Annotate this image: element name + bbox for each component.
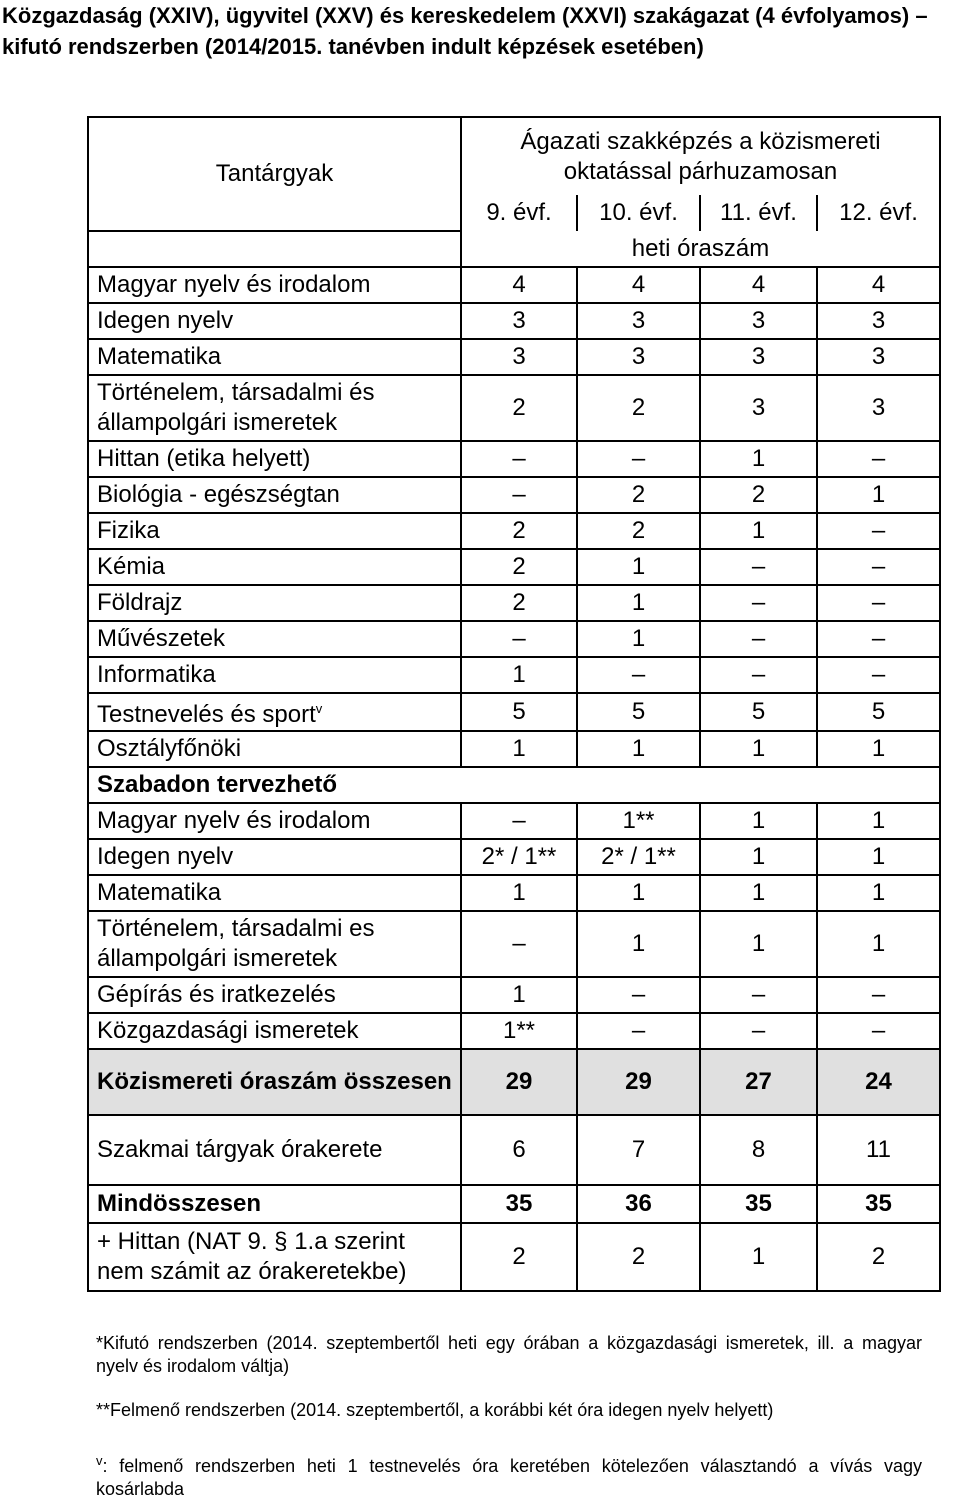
table-row [88,375,940,441]
table-row [88,731,940,767]
value-cell: 35 [700,1185,817,1223]
value-cell: 1 [577,549,700,585]
value-cell: 1 [577,911,700,977]
value-cell: 2 [461,513,577,549]
page-title: Közgazdaság (XXIV), ügyvitel (XXV) és kereskedelem (XXVI) szakágazat (4 évfolyamos) – kifutó rendszerben (2014/2015. tanévben indult képzések esetében) [2,3,928,59]
footnote-2: **Felmenő rendszerben (2014. szeptembertől, a korábbi két óra idegen nyelv helyett) [96,1400,774,1420]
value-cell: 2* / 1** [461,839,577,875]
value-cell: 1 [817,477,940,513]
table-row [88,513,940,549]
value-cell: 5 [461,693,577,731]
subject-cell [88,731,461,767]
value-cell: 36 [577,1185,700,1223]
value-cell: – [577,977,700,1013]
value-cell: – [461,803,577,839]
value-cell: 1** [577,803,700,839]
value-cell: 3 [700,303,817,339]
subject-label: Matematika [97,879,222,906]
value-cell: 2 [577,375,700,441]
value-cell: – [817,585,940,621]
subject-label: Idegen nyelv [97,843,234,870]
subject-label: Közgazdasági ismeretek [97,1017,359,1044]
footnote-3 [96,1449,922,1501]
table-row [88,549,940,585]
value-cell: 1 [817,839,940,875]
subject-cell [88,339,461,375]
value-cell: 35 [461,1185,577,1223]
table-row [88,977,940,1013]
subject-cell [88,839,461,875]
value-cell: 2 [817,1223,940,1291]
value-cell: 4 [577,267,700,303]
subject-label: Magyar nyelv és irodalom [97,271,371,298]
value-cell: 1 [461,731,577,767]
value-cell: 3 [817,303,940,339]
value-cell: 3 [817,339,940,375]
value-cell: 3 [700,339,817,375]
table-row [88,267,940,303]
value-cell: 1 [700,839,817,875]
unit-header: heti óraszám [461,231,940,267]
superscript-mark: v [315,701,323,716]
value-cell: 29 [461,1049,577,1115]
vocational-row [88,1115,940,1185]
subject-label: Idegen nyelv [97,307,234,334]
year-header: 9. évf. [461,195,577,231]
subject-cell [88,1013,461,1049]
table-row [88,657,940,693]
value-cell: 1 [700,911,817,977]
subject-label: Informatika [97,661,216,688]
table-row [88,1013,940,1049]
value-cell: 2* / 1** [577,839,700,875]
value-cell: – [817,441,940,477]
value-cell: 2 [577,1223,700,1291]
free-section-header: Szabadon tervezhető [88,767,940,803]
value-cell: 1 [461,977,577,1013]
subject-label: Mindösszesen [97,1190,262,1217]
value-cell: 3 [461,303,577,339]
value-cell: – [817,1013,940,1049]
subjects-header: Tantárgyak [88,117,461,231]
table-row [88,803,940,839]
value-cell: – [700,549,817,585]
value-cell: 3 [461,339,577,375]
subject-label: Művészetek [97,625,226,652]
table-row [88,693,940,731]
subject-label: Kémia [97,553,166,580]
value-cell: 5 [817,693,940,731]
subject-cell [88,1115,461,1185]
value-cell: 1 [577,875,700,911]
curriculum-table [87,116,941,1292]
subject-cell [88,1185,461,1223]
value-cell: 1 [700,441,817,477]
table-row [88,875,940,911]
value-cell: – [817,513,940,549]
value-cell: 27 [700,1049,817,1115]
table-row [88,477,940,513]
value-cell: 2 [461,585,577,621]
table-row [88,911,940,977]
subject-cell [88,1049,461,1115]
subject-cell [88,549,461,585]
value-cell: 3 [817,375,940,441]
value-cell: – [700,657,817,693]
subject-cell [88,585,461,621]
subject-cell [88,1223,461,1291]
value-cell: 7 [577,1115,700,1185]
value-cell: 35 [817,1185,940,1223]
subject-cell [88,477,461,513]
value-cell: 2 [577,513,700,549]
value-cell: 5 [577,693,700,731]
value-cell: – [461,621,577,657]
footnote-1: *Kifutó rendszerben (2014. szeptembertől heti egy órában a közgazdasági ismeretek, ill. a magyar nyelv és irodalom váltja) [96,1333,922,1376]
subject-label: Történelem, társadalmi es állampolgári ismeretek [97,915,375,972]
table-row [88,585,940,621]
value-cell: – [700,621,817,657]
value-cell: 1 [577,585,700,621]
value-cell: – [577,1013,700,1049]
value-cell: – [700,977,817,1013]
free-section-row [88,767,940,803]
subject-cell [88,693,461,731]
value-cell: – [817,549,940,585]
value-cell: 1 [817,875,940,911]
value-cell: 3 [700,375,817,441]
table-row [88,303,940,339]
subject-label: Szakmai tárgyak órakerete [97,1136,383,1163]
value-cell: 2 [461,1223,577,1291]
subject-label: Történelem, társadalmi és állampolgári ismeretek [97,379,375,436]
subject-label: Osztályfőnöki [97,735,242,762]
value-cell: 1** [461,1013,577,1049]
value-cell: 1 [700,803,817,839]
table-row [88,839,940,875]
value-cell: – [577,657,700,693]
value-cell: 4 [461,267,577,303]
year-header: 11. évf. [700,195,817,231]
table-row [88,441,940,477]
religion-extra-row [88,1223,940,1291]
subject-cell [88,657,461,693]
value-cell: – [700,585,817,621]
value-cell: 1 [700,875,817,911]
subject-label: + Hittan (NAT 9. § 1.a szerint nem számit az órakeretekbe) [97,1228,407,1285]
value-cell: 1 [817,911,940,977]
subject-cell [88,875,461,911]
subject-label: Gépírás és iratkezelés [97,981,336,1008]
value-cell: 4 [700,267,817,303]
value-cell: 24 [817,1049,940,1115]
value-cell: 8 [700,1115,817,1185]
value-cell: 1 [817,731,940,767]
year-header: 12. évf. [817,195,940,231]
value-cell: 1 [461,875,577,911]
value-cell: 1 [817,803,940,839]
subject-label: Magyar nyelv és irodalom [97,807,371,834]
subject-label: Hittan (etika helyett) [97,445,311,472]
subject-cell [88,803,461,839]
value-cell: 1 [461,657,577,693]
value-cell: 5 [700,693,817,731]
subject-cell [88,375,461,441]
value-cell: 1 [577,621,700,657]
subject-cell [88,303,461,339]
value-cell: 1 [700,1223,817,1291]
value-cell: 3 [577,303,700,339]
subject-cell [88,513,461,549]
value-cell: 2 [700,477,817,513]
subject-label: Földrajz [97,589,183,616]
subject-label: Biológia - egészségtan [97,481,340,508]
subject-label: Közismereti óraszám összesen [97,1068,452,1095]
value-cell: – [577,441,700,477]
subject-label: Matematika [97,343,222,370]
value-cell: 3 [577,339,700,375]
value-cell: – [817,621,940,657]
footnote-3-text: : felmenő rendszerben heti 1 testnevelés óra keretében kötelezően választandó a vívás vagy kosárlabda [96,1456,922,1499]
value-cell: 6 [461,1115,577,1185]
subject-label: Testnevelés és sport [97,701,316,728]
value-cell: – [817,657,940,693]
table-row [88,621,940,657]
value-cell: 2 [461,375,577,441]
value-cell: – [461,477,577,513]
value-cell: – [817,977,940,1013]
value-cell: 11 [817,1115,940,1185]
value-cell: 1 [700,513,817,549]
value-cell: – [461,911,577,977]
year-header: 10. évf. [577,195,700,231]
table-row [88,339,940,375]
value-cell: 2 [577,477,700,513]
value-cell: – [700,1013,817,1049]
value-cell: 4 [817,267,940,303]
subject-cell [88,911,461,977]
footnote-3-mark: v [96,1453,103,1468]
value-cell: 2 [461,549,577,585]
subject-cell [88,977,461,1013]
value-cell: – [461,441,577,477]
value-cell: 29 [577,1049,700,1115]
value-cell: 1 [577,731,700,767]
subject-cell [88,621,461,657]
group-header: Ágazati szakképzés a közismereti oktatással párhuzamosan [461,117,940,195]
grand-total-row [88,1185,940,1223]
total-general-row [88,1049,940,1115]
subject-label: Fizika [97,517,160,544]
value-cell: 1 [700,731,817,767]
subject-cell [88,267,461,303]
subject-cell [88,441,461,477]
